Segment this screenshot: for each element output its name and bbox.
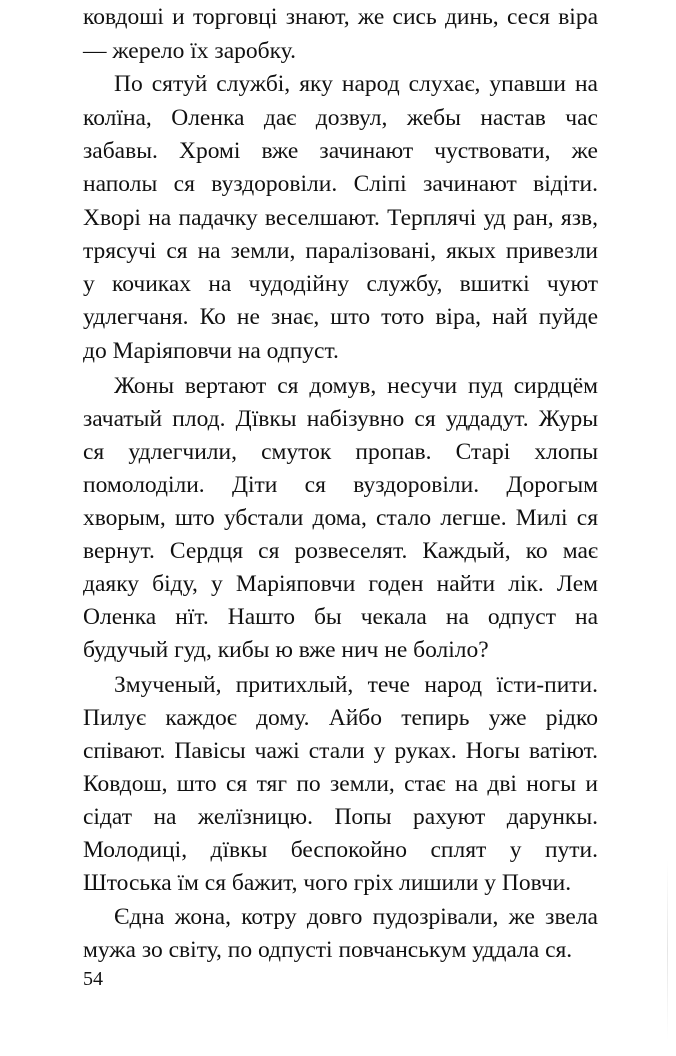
text-line: до Маріяповчи на одпуст. bbox=[83, 338, 339, 364]
text-line: у кочиках на чудодійну службу, вшиткі чуют bbox=[83, 271, 598, 297]
paragraph-first-line: По сятуй службі, яку народ слухає, упавши на bbox=[114, 71, 598, 97]
text-line: ся удлегчили, смуток пропав. Старі хлопы bbox=[83, 439, 598, 465]
text-line: Штоська їм ся бажит, чого гріх лишили у Повчи. bbox=[83, 870, 572, 896]
text-line: Молодиці, дївкы беспокойно сплят у пути. bbox=[83, 837, 598, 863]
text-line: хворым, што убстали дома, стало легше. Милі ся bbox=[83, 505, 598, 531]
text-line: забавы. Хромі вже зачинают чуствовати, же bbox=[83, 138, 598, 164]
text-line: трясучі ся на земли, паралізовані, якых привезли bbox=[83, 238, 598, 264]
text-line: удлегчаня. Ко не знає, што тото віра, най пуйде bbox=[83, 304, 598, 330]
scan-margin-mark bbox=[667, 860, 668, 1040]
text-line: мужа зо світу, по одпусті повчанськум уддала ся. bbox=[83, 937, 573, 963]
paragraph-first-line: Змученый, притихлый, тече народ їсти-пити. bbox=[114, 672, 598, 698]
text-line: Пилує каждоє дому. Айбо тепирь уже рідко bbox=[83, 705, 598, 731]
text-line: даяку біду, у Маріяповчи годен найти лік. Лем bbox=[83, 571, 598, 597]
text-line: співают. Павісы чажі стали у руках. Ногы ватіют. bbox=[83, 738, 598, 764]
text-line: помолоділи. Діти ся вуздоровіли. Дорогым bbox=[83, 472, 598, 498]
text-line: сідат на желїзницю. Попы рахуют дарункы. bbox=[83, 804, 598, 830]
text-line: будучый гуд, кибы ю вже нич не боліло? bbox=[83, 637, 489, 663]
text-line: наполы ся вуздоровіли. Сліпі зачинают відіти. bbox=[83, 171, 598, 197]
text-line: ковдоші и торговці знают, же сись динь, сеся віра bbox=[83, 4, 598, 30]
text-line: Ковдош, што ся тяг по земли, стає на дві ногы и bbox=[83, 771, 598, 797]
text-line: — жерело їх заробку. bbox=[83, 38, 296, 64]
text-line: вернут. Сердця ся розвеселят. Каждый, ко має bbox=[83, 538, 598, 564]
paragraph-first-line: Єдна жона, котру довго пудозрівали, же звела bbox=[114, 904, 598, 930]
text-line: зачатый плод. Дївкы набізувно ся уддадут. Журы bbox=[83, 406, 598, 432]
page-number: 54 bbox=[83, 968, 103, 990]
text-line: колїна, Оленка дає дозвул, жебы настав час bbox=[83, 105, 598, 131]
text-line: Оленка нїт. Нашто бы чекала на одпуст на bbox=[83, 604, 598, 630]
text-line: Хворі на падачку веселшают. Терплячі уд ран, язв, bbox=[83, 205, 598, 231]
paragraph-first-line: Жоны вертают ся домув, несучи пуд сирдцём bbox=[114, 373, 598, 399]
